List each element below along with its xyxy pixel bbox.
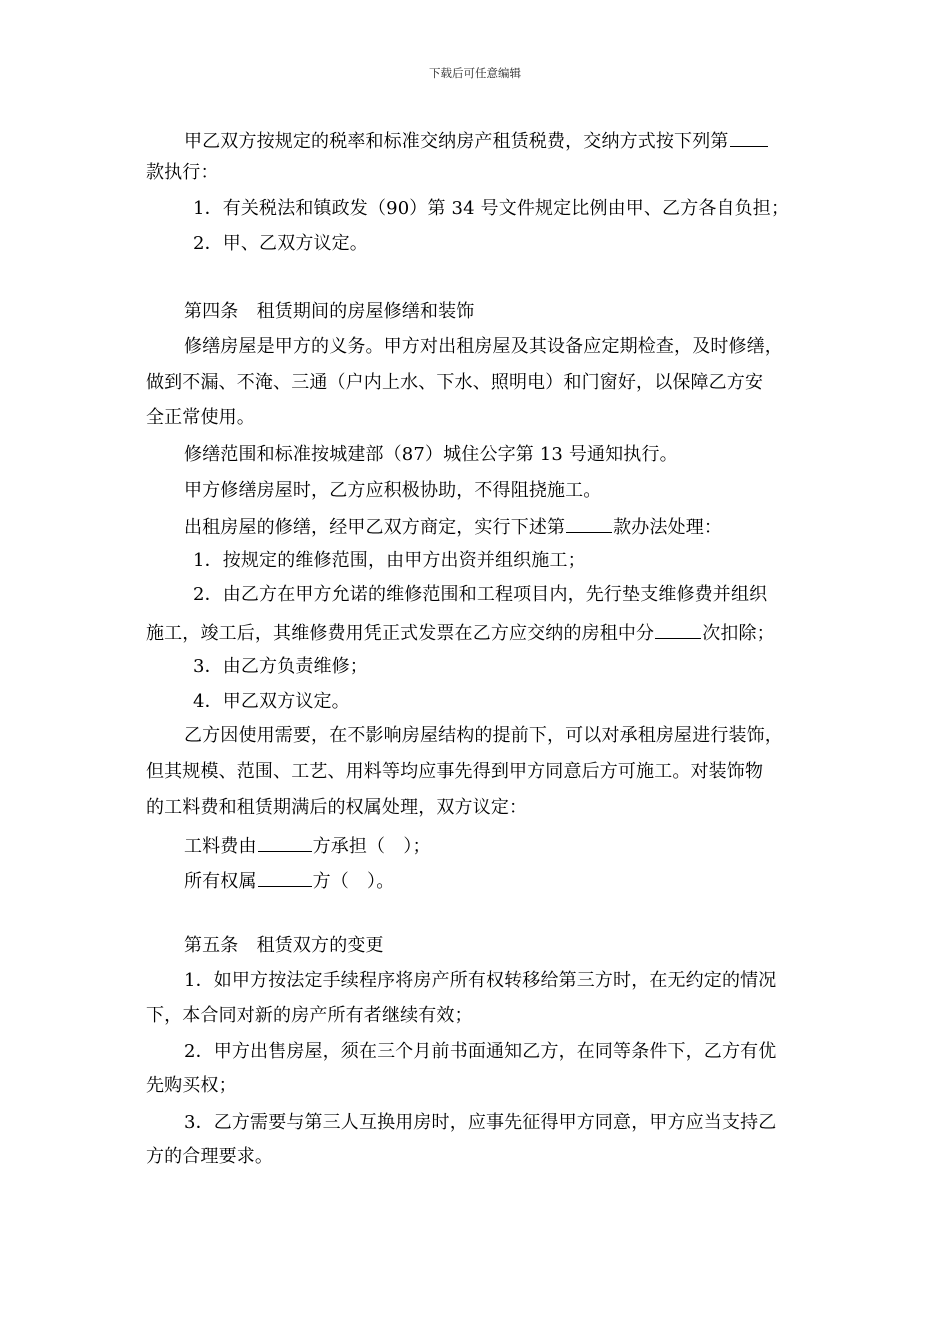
text-line — [146, 161, 219, 185]
text-line — [184, 867, 394, 894]
line-text: 施工，竣工后，其维修费用凭正式发票在乙方应交纳的房租中分 — [146, 623, 655, 644]
text-line — [184, 335, 783, 359]
line-text-continued: 次扣除； — [702, 623, 775, 644]
text-line — [193, 197, 789, 221]
page-header: 下载后可任意编辑 — [429, 66, 521, 80]
text-line — [184, 300, 474, 324]
line-text: 1．如甲方按法定手续程序将房产所有权转移给第三方时，在无约定的情况 — [184, 970, 777, 991]
line-text: 修缮范围和标准按城建部（87）城住公字第 13 号通知执行。 — [184, 444, 678, 465]
line-text: 2．甲、乙双方议定。 — [193, 233, 368, 254]
line-text: 款执行： — [146, 162, 219, 183]
line-text: 所有权属 — [184, 871, 257, 892]
fill-in-blank — [258, 867, 312, 887]
text-line — [146, 1074, 237, 1098]
text-line — [193, 655, 368, 679]
line-text: 下，本合同对新的房产所有者继续有效； — [146, 1005, 473, 1026]
line-text: 甲方修缮房屋时，乙方应积极协助，不得阻挠施工。 — [184, 480, 602, 501]
text-line — [184, 934, 384, 958]
line-text: 方的合理要求。 — [146, 1146, 274, 1167]
text-line — [193, 690, 350, 714]
fill-in-blank — [730, 127, 768, 147]
line-text: 2．由乙方在甲方允诺的维修范围和工程项目内，先行垫支维修费并组织 — [193, 584, 768, 605]
text-line — [184, 969, 776, 993]
text-line — [184, 724, 783, 748]
line-text: 1．有关税法和镇政发（90）第 34 号文件规定比例由甲、乙方各自负担； — [193, 198, 790, 219]
line-text: 但其规模、范围、工艺、用料等均应事先得到甲方同意后方可施工。对装饰物 — [146, 761, 764, 782]
line-text: 出租房屋的修缮，经甲乙双方商定，实行下述第 — [184, 517, 566, 538]
text-line — [146, 1004, 473, 1028]
text-line — [146, 1145, 273, 1169]
line-text: 第四条 租赁期间的房屋修缮和装饰 — [184, 301, 475, 322]
text-line — [184, 479, 601, 503]
text-line — [146, 406, 255, 430]
line-text: 3．由乙方负责维修； — [193, 656, 368, 677]
line-text: 2．甲方出售房屋，须在三个月前书面通知乙方，在同等条件下，乙方有优 — [184, 1041, 777, 1062]
line-text: 4．甲乙双方议定。 — [193, 691, 350, 712]
text-line — [146, 760, 763, 784]
line-text: 先购买权； — [146, 1075, 237, 1096]
line-text-continued: 款办法处理： — [613, 517, 723, 538]
fill-in-blank — [566, 513, 612, 533]
text-line — [184, 513, 722, 540]
text-line — [146, 371, 763, 395]
text-line — [193, 549, 586, 573]
text-line — [184, 1111, 776, 1135]
line-text: 3．乙方需要与第三人互换用房时，应事先征得甲方同意，甲方应当支持乙 — [184, 1112, 777, 1133]
line-text: 全正常使用。 — [146, 407, 255, 428]
line-text: 第五条 租赁双方的变更 — [184, 935, 384, 956]
text-line — [193, 583, 767, 607]
line-text: 做到不漏、不淹、三通（户内上水、下水、照明电）和门窗好，以保障乙方安 — [146, 372, 764, 393]
text-line — [146, 796, 527, 820]
text-line — [184, 127, 769, 154]
line-text: 1．按规定的维修范围，由甲方出资并组织施工； — [193, 550, 586, 571]
line-text-continued: 方承担（ ）； — [312, 836, 431, 857]
fill-in-blank — [655, 619, 701, 639]
line-text: 乙方因使用需要，在不影响房屋结构的提前下，可以对承租房屋进行装饰， — [184, 725, 783, 746]
text-line — [193, 232, 368, 256]
line-text: 修缮房屋是甲方的义务。甲方对出租房屋及其设备应定期检查，及时修缮， — [184, 336, 783, 357]
line-text: 的工料费和租赁期满后的权属处理，双方议定： — [146, 797, 528, 818]
text-line — [184, 832, 431, 859]
line-text-continued: 方（ ）。 — [312, 871, 395, 892]
fill-in-blank — [258, 832, 312, 852]
text-line — [184, 1040, 776, 1064]
text-line — [146, 619, 775, 646]
text-line — [184, 443, 678, 467]
line-text: 工料费由 — [184, 836, 257, 857]
line-text: 甲乙双方按规定的税率和标准交纳房产租赁税费，交纳方式按下列第 — [184, 131, 729, 152]
